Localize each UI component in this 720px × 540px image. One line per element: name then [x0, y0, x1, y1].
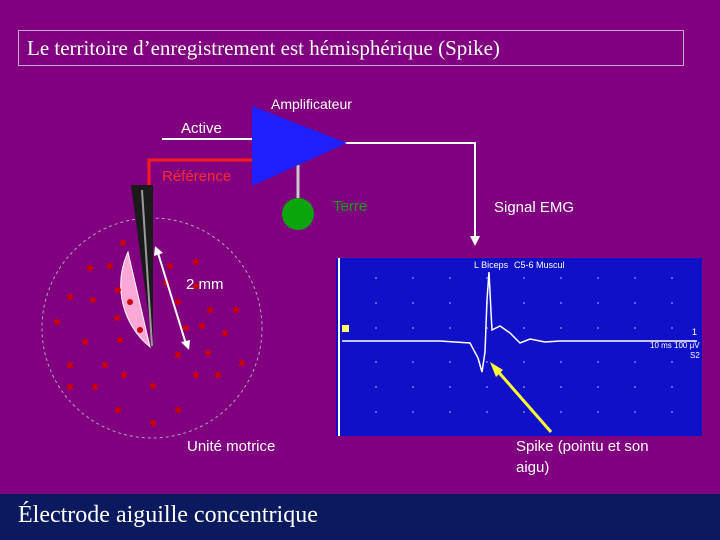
ground-label: Terre [333, 198, 368, 215]
motor-unit-label: Unité motrice [187, 438, 276, 455]
scope-side-note2: S2 [690, 351, 700, 360]
scope-side-marker: 1 [692, 327, 698, 337]
ground-symbol [282, 198, 314, 230]
distance-label: 2 mm [186, 276, 224, 293]
footer-title: Électrode aiguille concentrique [18, 502, 318, 528]
reference-label: Référence [162, 168, 232, 185]
output-wire [340, 143, 475, 238]
emg-scope [336, 258, 702, 436]
active-label: Active [181, 120, 222, 137]
scope-cursor [342, 325, 349, 332]
spike-label-line2: aigu) [516, 459, 550, 476]
scope-header-left: L Biceps [474, 260, 509, 270]
spike-label-line1: Spike (pointu et son [516, 438, 649, 455]
footer-bar [0, 494, 720, 540]
output-arrowhead [470, 236, 480, 246]
scope-side-note1: 10 ms 100 μV [650, 341, 700, 350]
page-title: Le territoire d’enregistrement est hémisphérique (Spike) [18, 30, 684, 66]
signal-label: Signal EMG [494, 199, 575, 216]
scope-header-right: C5-6 Muscul [514, 260, 565, 270]
amplifier-label: Amplificateur [271, 96, 352, 112]
